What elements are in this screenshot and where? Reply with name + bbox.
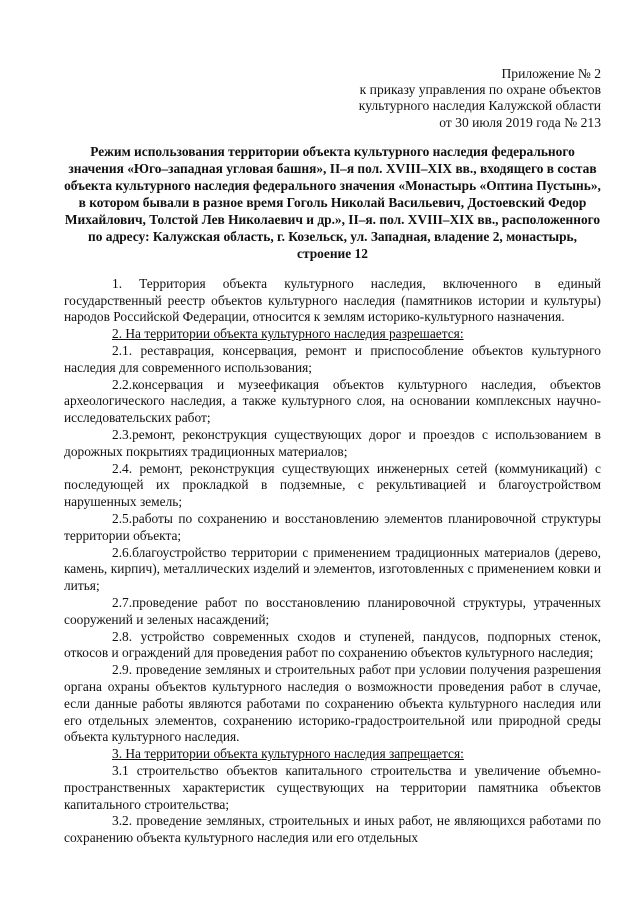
section-2-item: 2.6.благоустройство территории с применением традиционных материалов (дерево, камень, кирпич), металлических изделий и элементов, изготовленных с применением ковки и литья; — [64, 544, 601, 594]
section-2-item: 2.8. устройство современных сходов и ступеней, пандусов, подпорных стенок, откосов и ограждений для проведения работ по сохранению объектов культурного наследия; — [64, 628, 601, 661]
section-2-item: 2.4. ремонт, реконструкция существующих инженерных сетей (коммуникаций) с последующей их прокладкой в подземные, с рекультивацией и благоустройством нарушенных земель; — [64, 460, 601, 510]
appendix-date-line: от 30 июля 2019 года № 213 — [439, 114, 601, 130]
section-2-item: 2.1. реставрация, консервация, ремонт и приспособление объектов культурного наследия для современного использования; — [64, 343, 601, 375]
document-title: Режим использования территории объекта культурного наследия федерального значения «Юго–западная угловая башня», II–я пол. XVIII–XIX вв., входящего в состав объекта культурного наследия федерального значения «Монастырь «Оптина Пустынь», в котором бывали в разное время Гоголь Николай Васильевич, Достоевский Федор Михайлович, Толстой Лев Николаевич и др.», II–я. пол. XVIII–XIX вв., расположенного по адресу: Калужская область, г. Козельск, ул. Западная, владение 2, монастырь, строение 12 — [64, 143, 601, 261]
appendix-order-line: к приказу управления по охране объектов — [359, 82, 601, 98]
appendix-header — [64, 66, 601, 131]
section-2-item: 2.2.консервация и музеефикация объектов культурного наследия, объектов археологического наследия, а также культурного слоя, на основании комплексных научно-исследовательских работ; — [64, 376, 601, 426]
section-2-item: 2.9. проведение земляных и строительных работ при условии получения разрешения органа охраны объектов культурного наследия о возможности проведения работ в случае, если данные работы являются работами по сохранению объекта культурного наследия или его отдельных элементов, сохранению историко-градостроительной или природной среды объекта культурного наследия. — [64, 662, 601, 745]
section-2-item: 2.3.ремонт, реконструкция существующих дорог и проездов с использованием в дорожных покрытиях традиционных материалов; — [64, 426, 601, 459]
section-3-item: 3.2. проведение земляных, строительных и иных работ, не являющихся работами по сохранению объекта культурного наследия или его отдельных — [64, 813, 601, 846]
appendix-number: Приложение № 2 — [501, 66, 601, 81]
section-3-item: 3.1 строительство объектов капитального строительства и увеличение объемно-пространственных характеристик существующих на территории памятника объектов капитального строительства; — [64, 762, 601, 812]
section-1-paragraph: 1. Территория объекта культурного наследия, включенного в единый государственный реестр объектов культурного наследия (памятников истории и культуры) народов Российской Федерации, относится к землям историко-культурного назначения. — [64, 275, 601, 325]
section-2-heading: 2. На территории объекта культурного наследия разрешается: — [112, 326, 464, 342]
appendix-authority-line: культурного наследия Калужской области — [358, 98, 601, 114]
section-2-item: 2.7.проведение работ по восстановлению планировочной структуры, утраченных сооружений и зеленых насаждений; — [64, 594, 601, 627]
document-body — [64, 276, 601, 847]
section-3-heading: 3. На территории объекта культурного наследия запрещается: — [112, 746, 464, 762]
section-2-item: 2.5.работы по сохранению и восстановлению элементов планировочной структуры территории объекта; — [64, 510, 601, 543]
